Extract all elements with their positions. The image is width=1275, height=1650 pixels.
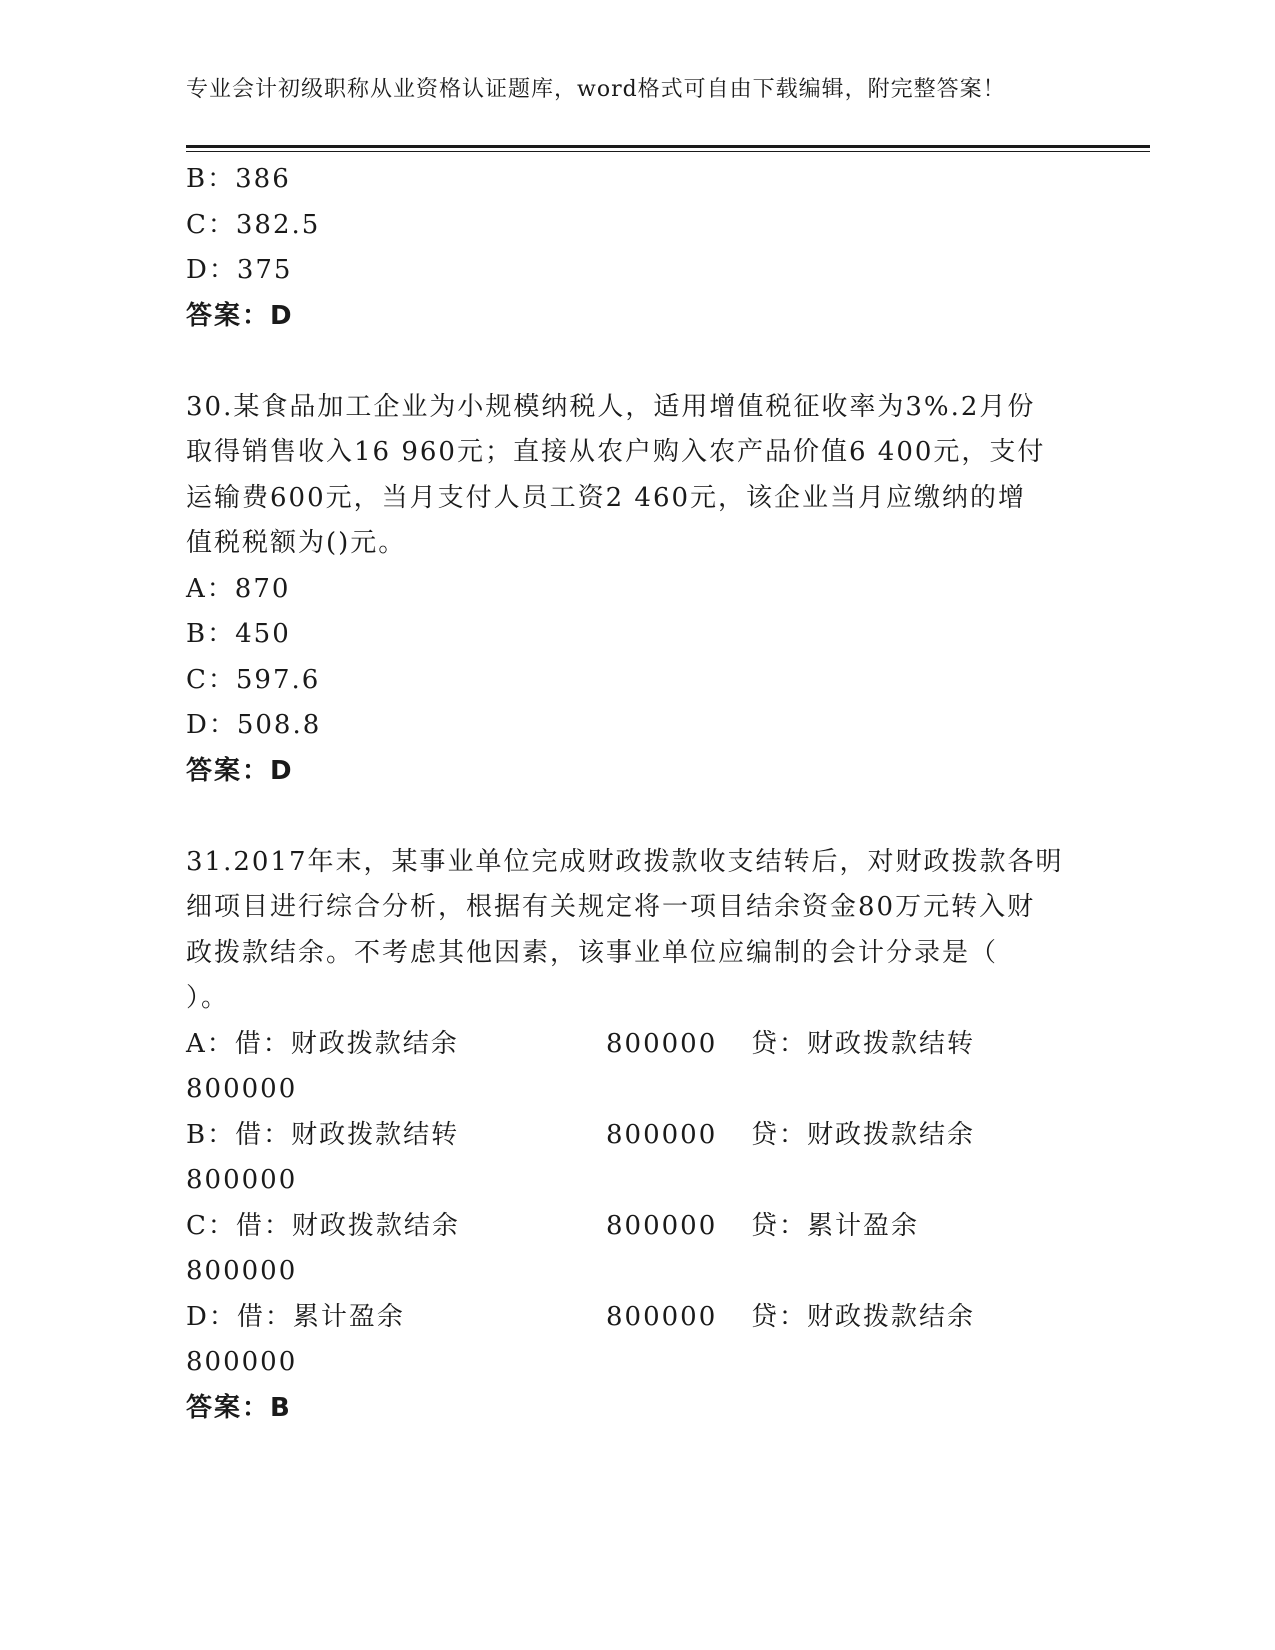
question-30-line: 取得销售收入16 960元；直接从农户购入农产品价值6 400元，支付 xyxy=(186,437,1046,467)
debit-amount: 800000 xyxy=(606,1028,718,1059)
credit-amount: 800000 xyxy=(186,1165,298,1195)
option-d xyxy=(186,1295,1086,1341)
option-d: D：375 xyxy=(186,255,293,285)
credit-entry: 贷：财政拨款结余 xyxy=(751,1301,976,1332)
credit-amount: 800000 xyxy=(186,1256,298,1286)
debit-amount: 800000 xyxy=(606,1301,718,1332)
option-b xyxy=(186,1113,1086,1159)
option-b: B：386 xyxy=(186,164,291,194)
option-c: C：597.6 xyxy=(186,664,321,695)
question-30-line: 值税税额为()元。 xyxy=(186,528,407,558)
credit-entry: 贷：财政拨款结转 xyxy=(751,1028,976,1059)
debit-entry: D：借：累计盈余 xyxy=(186,1301,405,1332)
question-31-line: 31.2017年末，某事业单位完成财政拨款收支结转后，对财政拨款各明 xyxy=(186,846,1064,877)
option-b: B：450 xyxy=(186,619,291,649)
debit-entry: A：借：财政拨款结余 xyxy=(186,1028,459,1059)
document-body xyxy=(186,157,1086,1431)
debit-amount: 800000 xyxy=(606,1210,718,1241)
answer-label: 答案：B xyxy=(186,1392,292,1423)
debit-amount: 800000 xyxy=(606,1119,718,1150)
question-31-line: 政拨款结余。不考虑其他因素，该事业单位应编制的会计分录是（ xyxy=(186,937,999,968)
header-rule-thin xyxy=(186,151,1150,152)
debit-entry: B：借：财政拨款结转 xyxy=(186,1119,460,1150)
option-a xyxy=(186,1022,1086,1068)
option-c xyxy=(186,1204,1086,1250)
question-31-line: 细项目进行综合分析，根据有关规定将一项目结余资金80万元转入财 xyxy=(186,892,1036,922)
option-d: D：508.8 xyxy=(186,710,322,740)
question-31-line: ）。 xyxy=(186,983,230,1013)
option-a: A：870 xyxy=(186,573,291,604)
credit-amount: 800000 xyxy=(186,1347,298,1377)
header-rule-thick xyxy=(186,145,1150,148)
debit-entry: C：借：财政拨款结余 xyxy=(186,1210,460,1241)
credit-amount: 800000 xyxy=(186,1074,298,1104)
credit-entry: 贷：累计盈余 xyxy=(751,1210,920,1241)
credit-entry: 贷：财政拨款结余 xyxy=(751,1119,976,1150)
question-30-line: 运输费600元，当月支付人员工资2 460元，该企业当月应缴纳的增 xyxy=(186,482,1027,513)
question-30-line: 30.某食品加工企业为小规模纳税人，适用增值税征收率为3%.2月份 xyxy=(186,391,1036,422)
page-header: 专业会计初级职称从业资格认证题库，word格式可自由下载编辑，附完整答案！ xyxy=(186,77,1006,102)
option-c: C：382.5 xyxy=(186,209,321,240)
answer-label: 答案：D xyxy=(186,755,294,786)
answer-label: 答案：D xyxy=(186,300,294,331)
